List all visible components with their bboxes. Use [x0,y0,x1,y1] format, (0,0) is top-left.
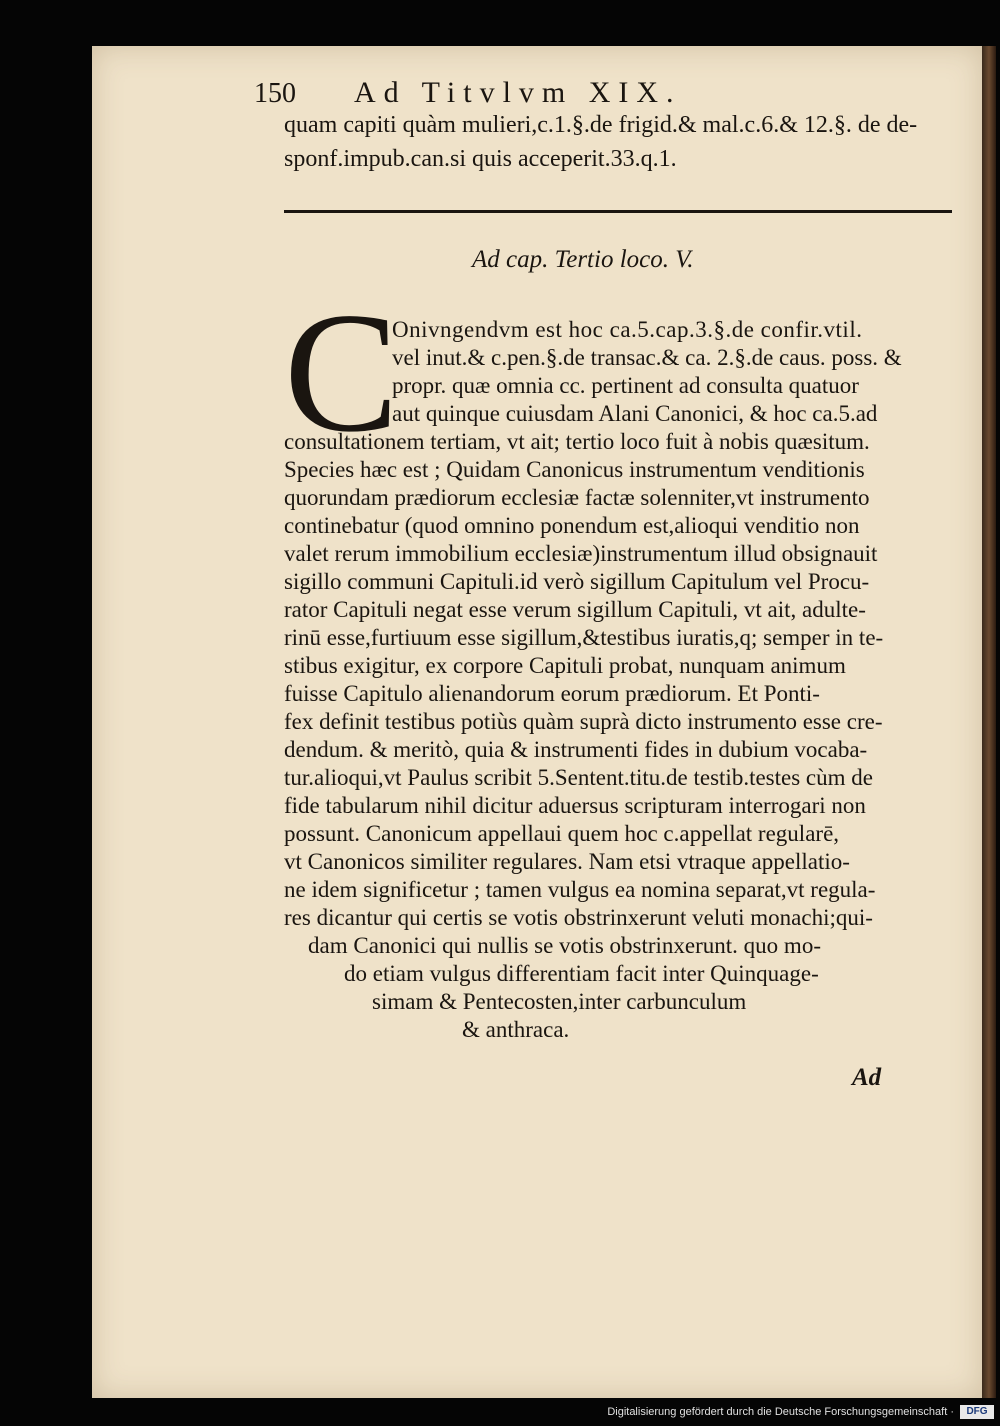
body-line: ne idem significetur ; tamen vulgus ea nomina separat,vt regula- [284,877,876,902]
catchword: Ad [852,1064,882,1091]
digitization-credit: Digitalisierung gefördert durch die Deutsche Forschungsgemeinschaft · [607,1406,954,1418]
body-line: dendum. & meritò, quia & instrumenti fides in dubium vocaba- [284,737,868,762]
body-line: stibus exigitur, ex corpore Capituli probat, nunquam animum [284,653,846,678]
page-edge [982,46,996,1398]
body-line: & anthraca. [462,1017,570,1042]
body-line: propr. quæ omnia cc. pertinent ad consulta quatuor [392,373,859,398]
body-line: possunt. Canonicum appellaui quem hoc c.appellat regularē, [284,821,840,846]
running-head-title: Ad Titvlvm XIX. [354,76,682,109]
body-line: res dicantur qui certis se votis obstrinxerunt veluti monachi;qui- [284,905,873,930]
dfg-logo: DFG [960,1405,994,1419]
body-line: rator Capituli negat esse verum sigillum Capituli, vt ait, adulte- [284,597,866,622]
section-heading: Ad cap. Tertio loco. V. [472,246,694,273]
book-page [92,46,982,1398]
body-line: valet rerum immobilium ecclesiæ)instrumentum illud obsignauit [284,541,878,566]
body-line: tur.alioqui,vt Paulus scribit 5.Sentent.titu.de testib.testes cùm de [284,765,873,790]
body-line: fex definit testibus potiùs quàm suprà dicto instrumento esse cre- [284,709,883,734]
body-line: fuisse Capitulo alienandorum eorum prædiorum. Et Ponti- [284,681,820,706]
body-line: Onivngendvm est hoc ca.5.cap.3.§.de confir.vtil. [392,317,863,342]
body-line: simam & Pentecosten,inter carbunculum [372,989,747,1014]
body-line: dam Canonici qui nullis se votis obstrinxerunt. quo mo- [308,933,821,958]
body-line: vel inut.& c.pen.§.de transac.& ca. 2.§.de caus. poss. & [392,345,902,370]
body-line: quorundam prædiorum ecclesiæ factæ solenniter,vt instrumento [284,485,870,510]
body-line: Species hæc est ; Quidam Canonicus instrumentum venditionis [284,457,865,482]
body-line: do etiam vulgus differentiam facit inter Quinquage- [344,961,819,986]
body-line: fide tabularum nihil dicitur aduersus scripturam interrogari non [284,793,866,818]
top-line-1: quam capiti quàm mulieri,c.1.§.de frigid.& mal.c.6.& 12.§. de de- [284,112,918,138]
body-line: consultationem tertiam, vt ait; tertio loco fuit à nobis quæsitum. [284,429,870,454]
body-line: rinū esse,furtiuum esse sigillum,&testibus iuratis,q; semper in te- [284,625,884,650]
dropcap-initial: C [284,278,399,468]
section-divider-rule [284,210,952,213]
body-line: continebatur (quod omnino ponendum est,alioqui venditio non [284,513,860,538]
top-line-2: sponf.impub.can.si quis acceperit.33.q.1. [284,146,677,172]
page-number: 150 [254,78,296,109]
body-line: aut quinque cuiusdam Alani Canonici, & hoc ca.5.ad [392,401,878,426]
body-line: sigillo communi Capituli.id verò sigillum Capitulum vel Procu- [284,569,870,594]
body-line: vt Canonicos similiter regulares. Nam etsi vtraque appellatio- [284,849,850,874]
